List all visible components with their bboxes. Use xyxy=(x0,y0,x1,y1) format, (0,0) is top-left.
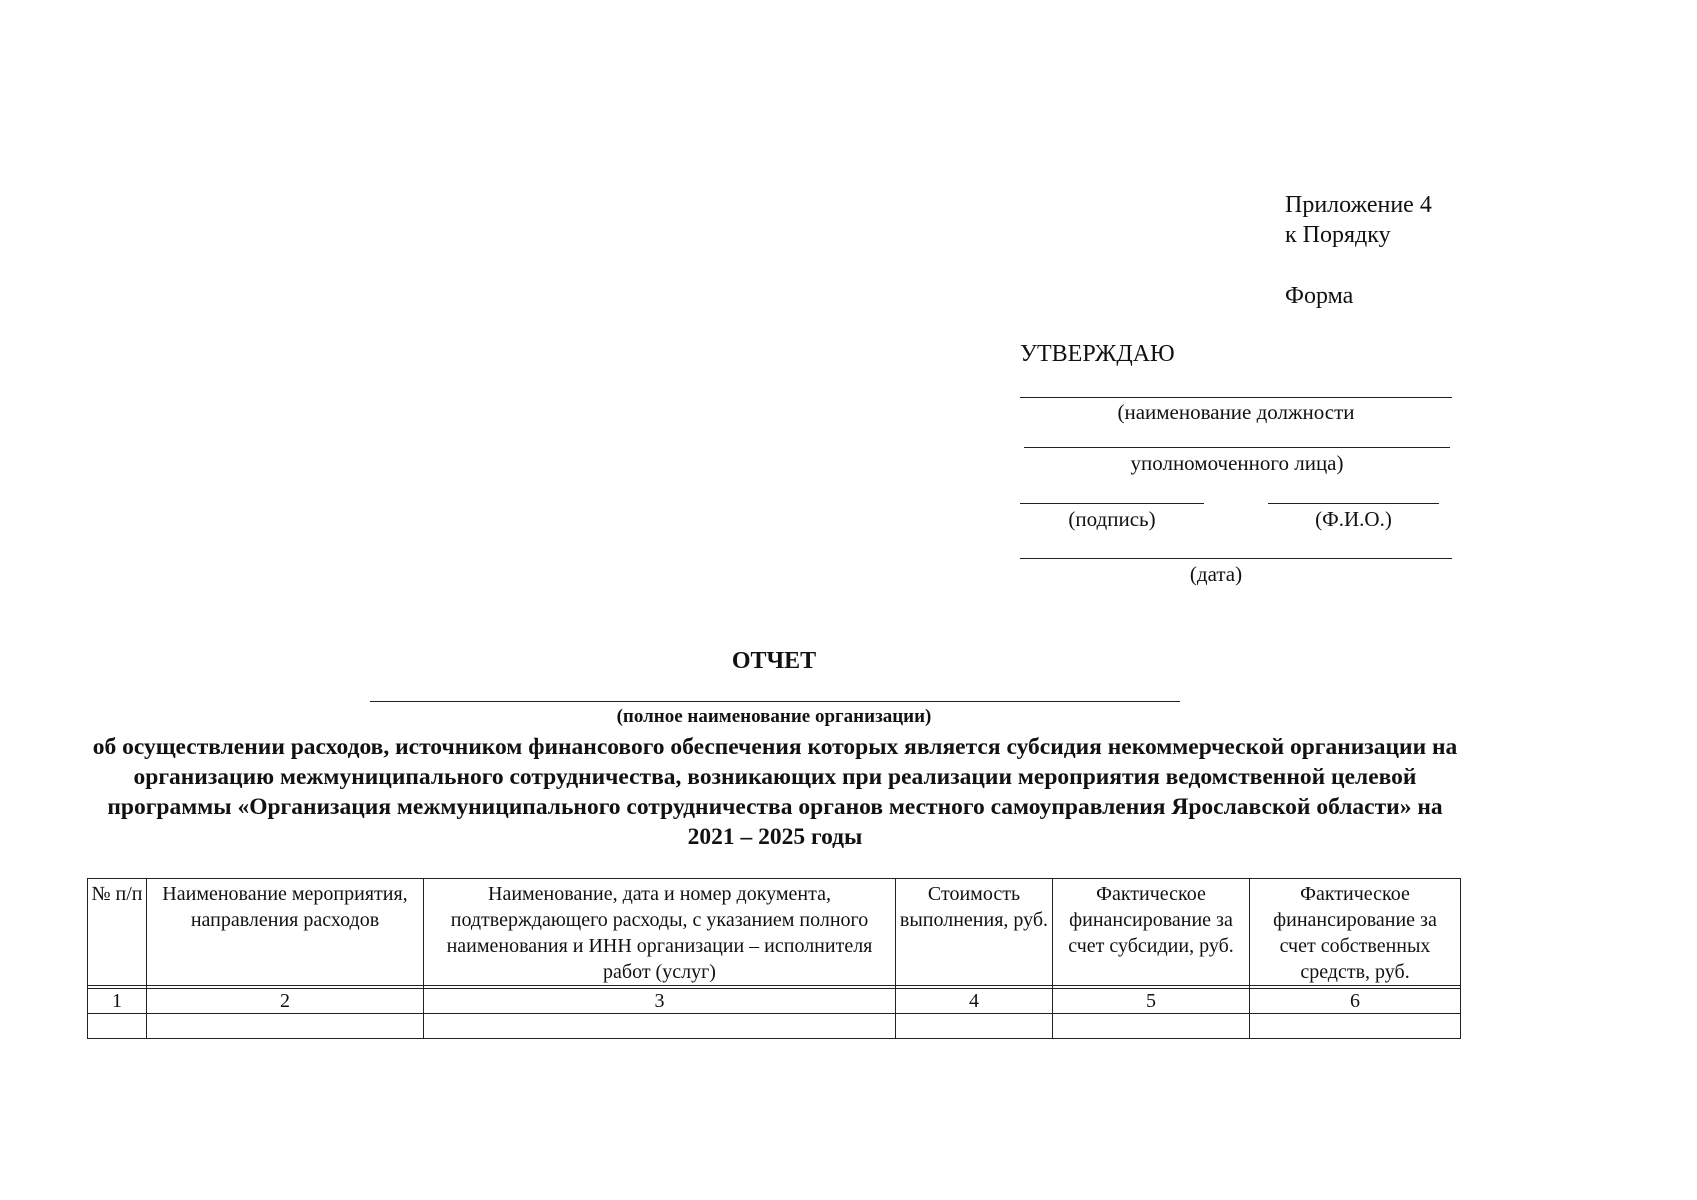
column-number: 4 xyxy=(896,989,1053,1014)
report-title: ОТЧЕТ xyxy=(731,648,817,674)
table-cell xyxy=(88,1014,147,1039)
fio-line xyxy=(1268,503,1439,504)
signature-caption: (подпись) xyxy=(1068,507,1156,531)
fio-caption: (Ф.И.О.) xyxy=(1315,507,1392,531)
column-number: 6 xyxy=(1250,989,1461,1014)
signature-line xyxy=(1020,503,1204,504)
position-line-2 xyxy=(1024,447,1450,448)
position-line-1 xyxy=(1020,397,1452,398)
report-table xyxy=(87,878,1461,1039)
header-cost: Стоимость выполнения, руб. xyxy=(896,879,1053,986)
column-number: 3 xyxy=(424,989,896,1014)
header-document-details: Наименование, дата и номер документа, подтверждающего расходы, с указанием полного наименования и ИНН организации – исполнителя работ (услуг) xyxy=(424,879,896,986)
organization-line xyxy=(370,701,1180,702)
position-caption-1: (наименование должности xyxy=(1117,400,1355,424)
header-row-number: № п/п xyxy=(88,879,147,986)
date-caption: (дата) xyxy=(1189,562,1243,586)
column-number: 5 xyxy=(1053,989,1250,1014)
report-description: об осуществлении расходов, источником финансового обеспечения которых является субсидия некоммерческой организации на организацию межмуниципального сотрудничества, возникающих при реализации мероприятия ведомственной целевой программы «Организация межмуниципального сотрудничества органов местного самоуправления Ярославской области» на 2021 – 2025 годы xyxy=(92,734,1458,850)
table-cell xyxy=(1250,1014,1461,1039)
appendix-number: Приложение 4 xyxy=(1285,192,1432,218)
header-own-financing: Фактическое финансирование за счет собственных средств, руб. xyxy=(1250,879,1461,986)
header-activity-name: Наименование мероприятия, направления расходов xyxy=(147,879,424,986)
organization-caption: (полное наименование организации) xyxy=(616,706,932,727)
table-cell xyxy=(424,1014,896,1039)
appendix-reference-order: к Порядку xyxy=(1285,222,1391,248)
position-caption-2: уполномоченного лица) xyxy=(1130,451,1344,475)
column-number-row xyxy=(88,989,1461,1014)
date-line xyxy=(1020,558,1452,559)
table-cell xyxy=(896,1014,1053,1039)
column-number: 2 xyxy=(147,989,424,1014)
table-row xyxy=(88,1014,1461,1039)
appendix-reference xyxy=(1285,190,1432,250)
approval-title: УТВЕРЖДАЮ xyxy=(1020,341,1175,367)
table-cell xyxy=(147,1014,424,1039)
header-subsidy-financing: Фактическое финансирование за счет субсидии, руб. xyxy=(1053,879,1250,986)
form-label: Форма xyxy=(1285,283,1354,309)
table-cell xyxy=(1053,1014,1250,1039)
column-number: 1 xyxy=(88,989,147,1014)
table-header-row xyxy=(88,879,1461,986)
